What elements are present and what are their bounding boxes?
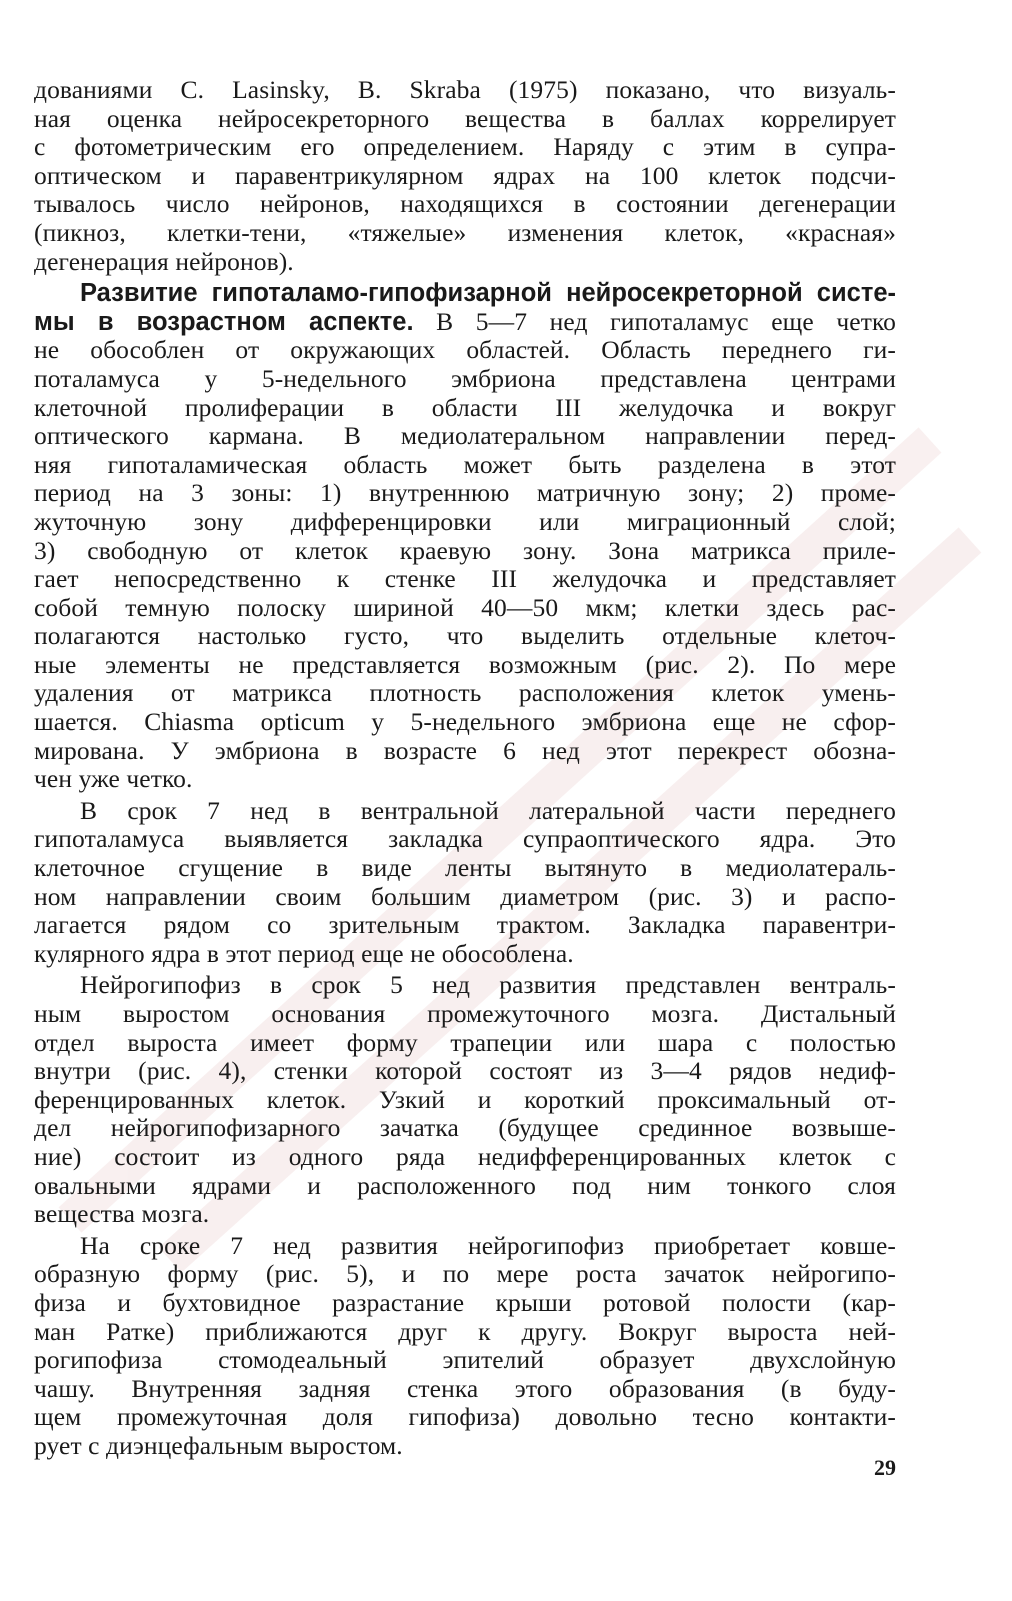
text-line: дел нейрогипофизарного зачатка (будущее срединное возвыше- [34, 1113, 896, 1143]
text-line: мирована. У эмбриона в возрасте 6 нед этот перекрест обозна- [34, 735, 896, 765]
text-line: ференцированных клеток. Узкий и короткий проксимальный от- [34, 1084, 896, 1114]
text-line: чашу. Внутренняя задняя стенка этого образования (в буду- [34, 1373, 896, 1403]
text-line: рует с диэнцефальным выростом. [34, 1430, 403, 1460]
text-line: В срок 7 нед в вентральной латеральной части переднего [80, 795, 896, 825]
paragraph [34, 279, 896, 794]
text-line: клеточное сгущение в виде ленты вытянуто в медиолатераль- [34, 853, 896, 883]
paragraph [34, 797, 896, 969]
text-line: удаления от матрикса плотность расположения клеток умень- [34, 678, 896, 708]
paragraph [34, 971, 896, 1228]
text-run: В 5—7 нед гипоталамус еще четко [413, 306, 896, 336]
text-line: ная оценка нейросекреторного вещества в баллах коррелирует [34, 103, 896, 133]
text-line: лагается рядом со зрительным трактом. Закладка паравентри- [34, 910, 896, 940]
section-heading-continuation: мы в возрастном аспекте. [34, 307, 414, 336]
text-line: внутри (рис. 4), стенки которой состоят из 3—4 рядов недиф- [34, 1056, 896, 1086]
text-line: поталамуса у 5-недельного эмбриона представлена центрами [34, 363, 896, 393]
text-line: полагаются настолько густо, что выделить отдельные клеточ- [34, 621, 896, 651]
text-line [34, 308, 896, 337]
text-line: оптическом и паравентрикулярном ядрах на 100 клеток подсчи- [34, 160, 896, 190]
text-line: образную форму (рис. 5), и по мере роста зачаток нейрогипо- [34, 1259, 896, 1289]
text-line: дованиями C. Lasinsky, B. Skraba (1975) показано, что визуаль- [34, 75, 896, 104]
section-heading: Развитие гипоталамо-гипофизарной нейросекреторной систе- [80, 279, 896, 308]
text-line: ные элементы не представляется возможным (рис. 2). По мере [34, 649, 896, 679]
text-line: На сроке 7 нед развития нейрогипофиз приобретает ковше- [80, 1230, 896, 1260]
text-line: ние) состоит из одного ряда недифференцированных клеток с [34, 1141, 896, 1171]
text-line: ном направлении своим большим диаметром (рис. 3) и распо- [34, 881, 896, 911]
text-line: период на 3 зоны: 1) внутреннюю матричную зону; 2) проме- [34, 478, 896, 508]
text-line: 3) свободную от клеток краевую зону. Зона матрикса приле- [34, 535, 896, 565]
text-line: овальными ядрами и расположенного под ним тонкого слоя [34, 1170, 896, 1200]
text-line: тывалось число нейронов, находящихся в состоянии дегенерации [34, 189, 896, 219]
text-line: вещества мозга. [34, 1199, 210, 1229]
text-line: ман Ратке) приближаются друг к другу. Вокруг выроста ней- [34, 1316, 896, 1346]
text-line: (пикноз, клетки-тени, «тяжелые» изменения клеток, «красная» [34, 217, 896, 247]
text-line: гает непосредственно к стенке III желудочка и представляет [34, 564, 896, 594]
document-page [34, 76, 896, 1464]
text-line: дегенерация нейронов). [34, 246, 294, 276]
text-line: отдел выроста имеет форму трапеции или шара с полостью [34, 1027, 896, 1057]
text-line: оптического кармана. В медиолатеральном направлении перед- [34, 421, 896, 451]
text-line: щем промежуточная доля гипофиза) довольно тесно контакти- [34, 1402, 896, 1432]
page-number: 29 [874, 1455, 896, 1480]
text-line: няя гипоталамическая область может быть разделена в этот [34, 449, 896, 479]
text-line: собой темную полоску шириной 40—50 мкм; клетки здесь рас- [34, 592, 896, 622]
text-line: ным выростом основания промежуточного мозга. Дистальный [34, 999, 896, 1028]
text-line: жуточную зону дифференцировки или миграционный слой; [34, 506, 896, 536]
paragraph [34, 76, 896, 276]
text-line: рогипофиза стомодеальный эпителий образует двухслойную [34, 1345, 896, 1375]
text-line: с фотометрическим его определением. Наряду с этим в супра- [34, 132, 896, 162]
text-line: чен уже четко. [34, 764, 193, 794]
text-line: не обособлен от окружающих областей. Область переднего ги- [34, 335, 896, 365]
text-line: клеточной пролиферации в области III желудочка и вокруг [34, 392, 896, 422]
paragraph [34, 1232, 896, 1461]
text-line: гипоталамуса выявляется закладка супраоптического ядра. Это [34, 824, 896, 854]
text-line: Нейрогипофиз в срок 5 нед развития представлен вентраль- [80, 970, 896, 1000]
text-line: кулярного ядра в этот период еще не обособлена. [34, 938, 574, 968]
text-line: физа и бухтовидное разрастание крыши ротовой полости (кар- [34, 1287, 896, 1317]
text-line: шается. Chiasma opticum у 5-недельного эмбриона еще не сфор- [34, 707, 896, 737]
